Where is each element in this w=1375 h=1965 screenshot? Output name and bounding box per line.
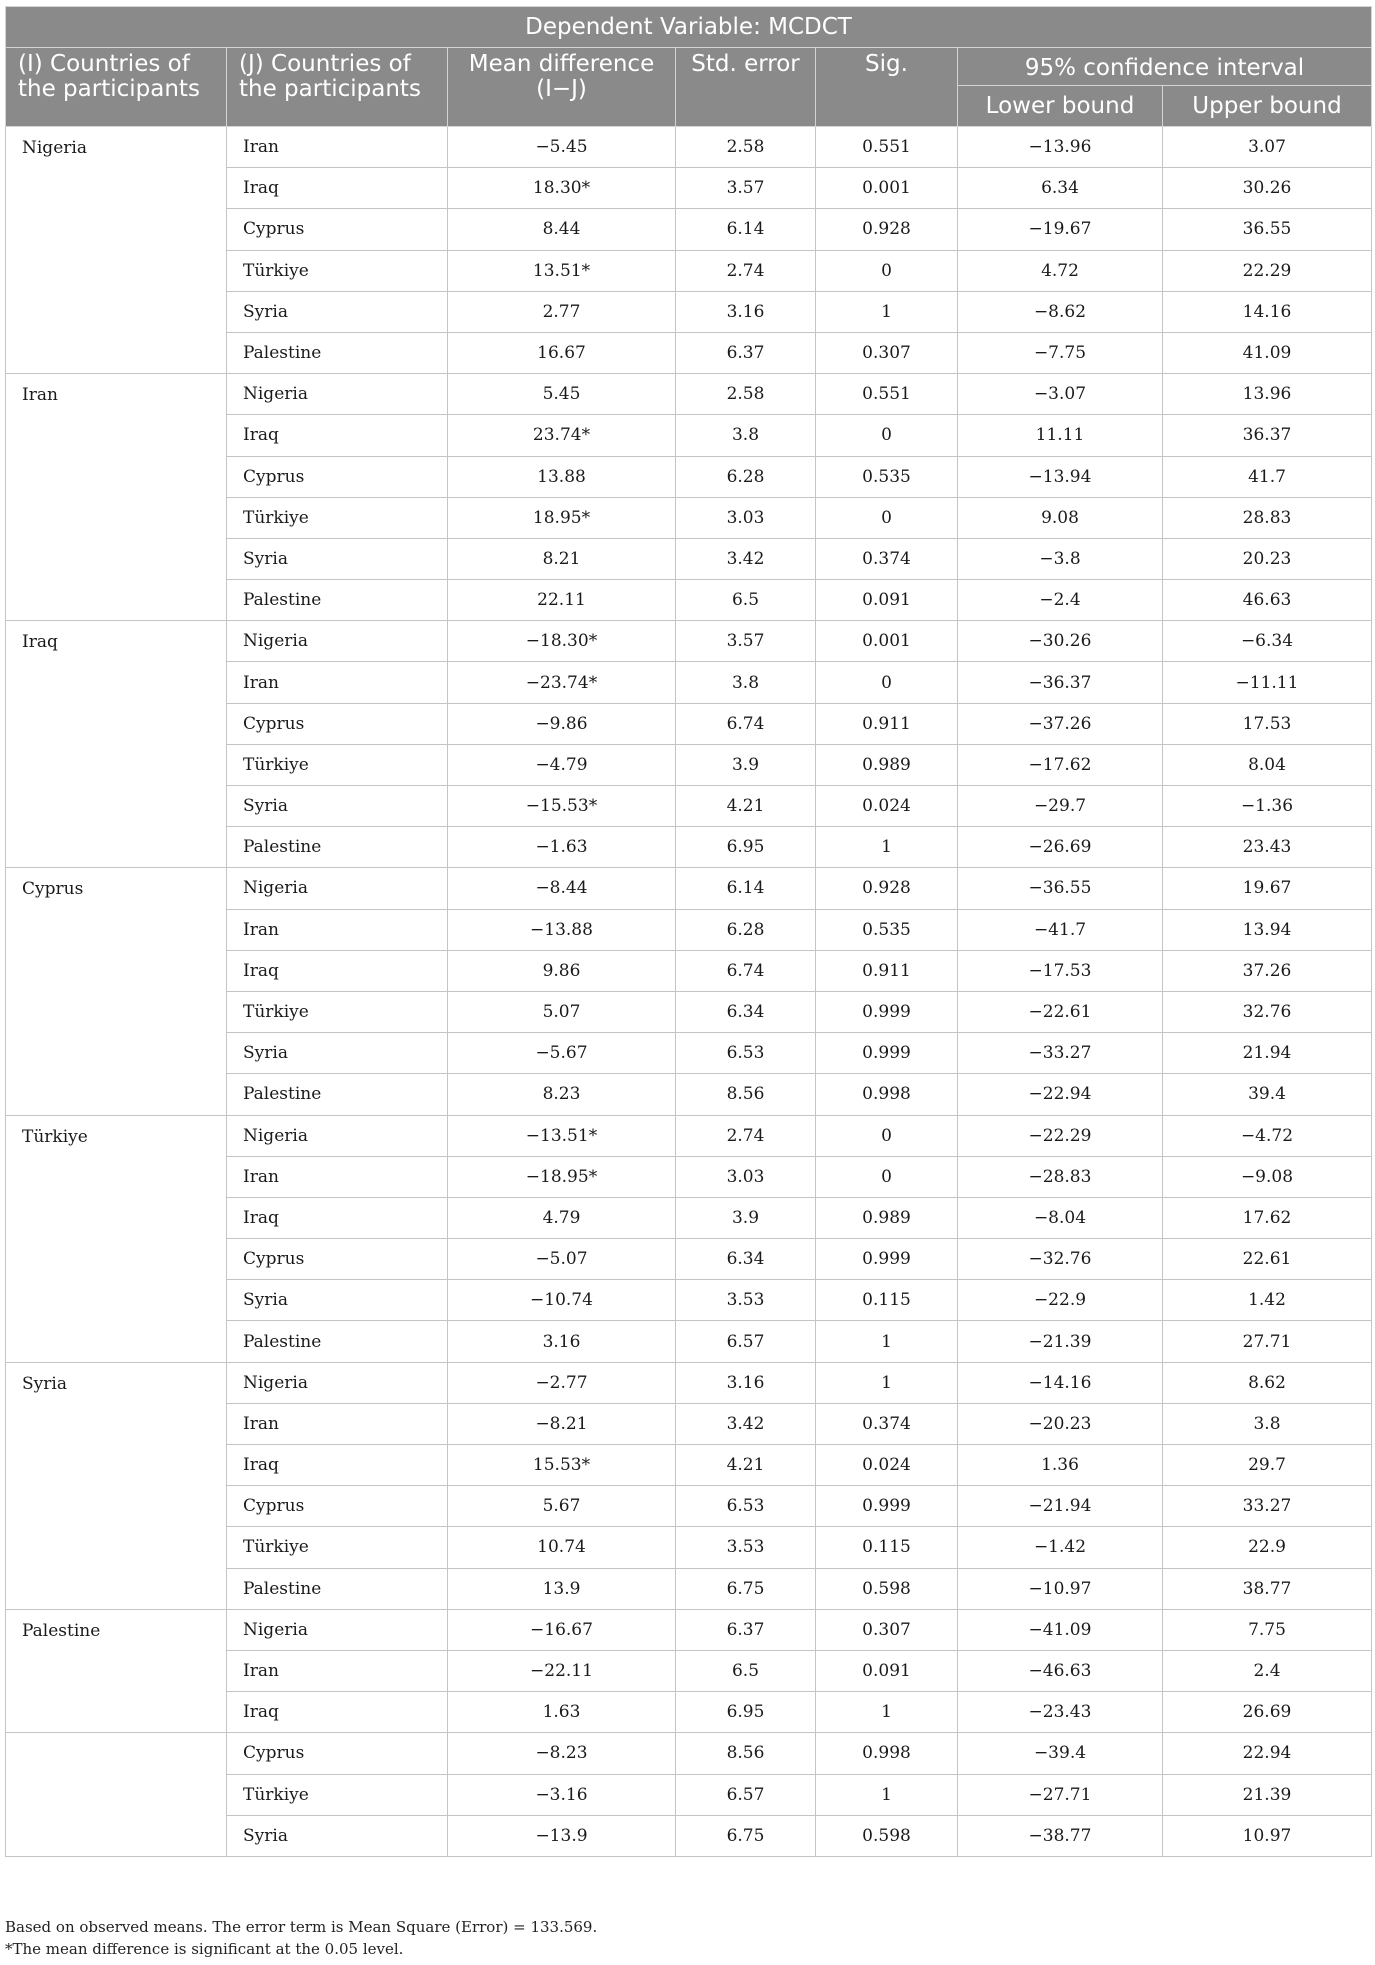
cell-std-error: 6.34 bbox=[676, 991, 816, 1032]
table-row bbox=[6, 1609, 1372, 1650]
cell-lower-bound: −41.09 bbox=[958, 1609, 1163, 1650]
cell-sig: 0.999 bbox=[816, 1486, 958, 1527]
cell-sig: 0.989 bbox=[816, 744, 958, 785]
cell-j-country: Palestine bbox=[227, 1074, 448, 1115]
cell-upper-bound: 8.62 bbox=[1163, 1362, 1372, 1403]
cell-mean-difference: −10.74 bbox=[448, 1280, 676, 1321]
cell-sig: 0.535 bbox=[816, 909, 958, 950]
cell-upper-bound: 39.4 bbox=[1163, 1074, 1372, 1115]
cell-upper-bound: 19.67 bbox=[1163, 868, 1372, 909]
cell-j-country: Palestine bbox=[227, 580, 448, 621]
cell-mean-difference: 10.74 bbox=[448, 1527, 676, 1568]
cell-i-country bbox=[6, 1733, 227, 1857]
cell-j-country: Syria bbox=[227, 291, 448, 332]
cell-lower-bound: −22.9 bbox=[958, 1280, 1163, 1321]
cell-sig: 0.911 bbox=[816, 950, 958, 991]
cell-sig: 0.001 bbox=[816, 168, 958, 209]
cell-upper-bound: 32.76 bbox=[1163, 991, 1372, 1032]
cell-mean-difference: −23.74* bbox=[448, 662, 676, 703]
cell-upper-bound: 27.71 bbox=[1163, 1321, 1372, 1362]
header-j-country: (J) Countries of the participants bbox=[227, 48, 448, 127]
cell-upper-bound: 7.75 bbox=[1163, 1609, 1372, 1650]
table-row bbox=[6, 868, 1372, 909]
cell-mean-difference: −13.88 bbox=[448, 909, 676, 950]
cell-sig: 0.307 bbox=[816, 332, 958, 373]
cell-upper-bound: 13.96 bbox=[1163, 374, 1372, 415]
cell-sig: 0.928 bbox=[816, 868, 958, 909]
cell-mean-difference: 23.74* bbox=[448, 415, 676, 456]
cell-std-error: 6.75 bbox=[676, 1815, 816, 1856]
cell-mean-difference: −9.86 bbox=[448, 703, 676, 744]
cell-std-error: 2.74 bbox=[676, 250, 816, 291]
cell-upper-bound: 10.97 bbox=[1163, 1815, 1372, 1856]
cell-j-country: Iraq bbox=[227, 415, 448, 456]
cell-std-error: 2.74 bbox=[676, 1115, 816, 1156]
cell-lower-bound: −22.29 bbox=[958, 1115, 1163, 1156]
cell-lower-bound: 6.34 bbox=[958, 168, 1163, 209]
cell-std-error: 2.58 bbox=[676, 127, 816, 168]
cell-i-country: Nigeria bbox=[6, 127, 227, 374]
cell-sig: 0 bbox=[816, 415, 958, 456]
cell-lower-bound: −22.61 bbox=[958, 991, 1163, 1032]
cell-upper-bound: 17.62 bbox=[1163, 1197, 1372, 1238]
cell-std-error: 3.57 bbox=[676, 621, 816, 662]
cell-std-error: 4.21 bbox=[676, 786, 816, 827]
cell-upper-bound: 17.53 bbox=[1163, 703, 1372, 744]
cell-j-country: Cyprus bbox=[227, 209, 448, 250]
cell-lower-bound: −7.75 bbox=[958, 332, 1163, 373]
cell-lower-bound: −2.4 bbox=[958, 580, 1163, 621]
note-significance: *The mean difference is significant at the 0.05 level. bbox=[5, 1940, 404, 1958]
cell-sig: 0.999 bbox=[816, 1239, 958, 1280]
cell-lower-bound: −46.63 bbox=[958, 1650, 1163, 1691]
cell-j-country: Syria bbox=[227, 1280, 448, 1321]
cell-lower-bound: −33.27 bbox=[958, 1033, 1163, 1074]
table-row bbox=[6, 127, 1372, 168]
cell-std-error: 6.14 bbox=[676, 868, 816, 909]
cell-sig: 0.115 bbox=[816, 1527, 958, 1568]
cell-std-error: 6.53 bbox=[676, 1033, 816, 1074]
cell-upper-bound: 3.07 bbox=[1163, 127, 1372, 168]
cell-sig: 0.091 bbox=[816, 1650, 958, 1691]
cell-upper-bound: 13.94 bbox=[1163, 909, 1372, 950]
cell-i-country: Palestine bbox=[6, 1609, 227, 1733]
cell-mean-difference: 5.67 bbox=[448, 1486, 676, 1527]
cell-lower-bound: −17.62 bbox=[958, 744, 1163, 785]
cell-std-error: 2.58 bbox=[676, 374, 816, 415]
cell-upper-bound: −9.08 bbox=[1163, 1156, 1372, 1197]
cell-lower-bound: 4.72 bbox=[958, 250, 1163, 291]
cell-lower-bound: −37.26 bbox=[958, 703, 1163, 744]
cell-i-country: Iraq bbox=[6, 621, 227, 868]
cell-lower-bound: −3.07 bbox=[958, 374, 1163, 415]
cell-j-country: Cyprus bbox=[227, 1733, 448, 1774]
cell-sig: 0.551 bbox=[816, 374, 958, 415]
cell-lower-bound: −20.23 bbox=[958, 1403, 1163, 1444]
cell-mean-difference: 13.9 bbox=[448, 1568, 676, 1609]
header-lower-bound: Lower bound bbox=[958, 86, 1163, 127]
cell-upper-bound: 20.23 bbox=[1163, 538, 1372, 579]
cell-j-country: Nigeria bbox=[227, 1609, 448, 1650]
cell-sig: 1 bbox=[816, 1774, 958, 1815]
cell-lower-bound: 1.36 bbox=[958, 1445, 1163, 1486]
cell-sig: 0.598 bbox=[816, 1815, 958, 1856]
cell-lower-bound: −17.53 bbox=[958, 950, 1163, 991]
cell-j-country: Palestine bbox=[227, 827, 448, 868]
cell-lower-bound: −27.71 bbox=[958, 1774, 1163, 1815]
table-row bbox=[6, 1733, 1372, 1774]
header-upper-bound: Upper bound bbox=[1163, 86, 1372, 127]
cell-upper-bound: 1.42 bbox=[1163, 1280, 1372, 1321]
cell-sig: 1 bbox=[816, 291, 958, 332]
cell-sig: 0.115 bbox=[816, 1280, 958, 1321]
cell-std-error: 3.03 bbox=[676, 1156, 816, 1197]
cell-std-error: 6.57 bbox=[676, 1321, 816, 1362]
cell-mean-difference: −3.16 bbox=[448, 1774, 676, 1815]
cell-j-country: Syria bbox=[227, 1815, 448, 1856]
cell-mean-difference: −13.9 bbox=[448, 1815, 676, 1856]
cell-mean-difference: 15.53* bbox=[448, 1445, 676, 1486]
cell-upper-bound: 26.69 bbox=[1163, 1692, 1372, 1733]
cell-std-error: 3.42 bbox=[676, 538, 816, 579]
cell-sig: 0.374 bbox=[816, 1403, 958, 1444]
cell-i-country: Türkiye bbox=[6, 1115, 227, 1362]
cell-mean-difference: −2.77 bbox=[448, 1362, 676, 1403]
cell-upper-bound: 36.55 bbox=[1163, 209, 1372, 250]
cell-sig: 0.307 bbox=[816, 1609, 958, 1650]
cell-mean-difference: 3.16 bbox=[448, 1321, 676, 1362]
cell-lower-bound: −39.4 bbox=[958, 1733, 1163, 1774]
cell-mean-difference: 9.86 bbox=[448, 950, 676, 991]
cell-sig: 0 bbox=[816, 497, 958, 538]
cell-j-country: Nigeria bbox=[227, 621, 448, 662]
cell-sig: 0.998 bbox=[816, 1733, 958, 1774]
cell-lower-bound: −10.97 bbox=[958, 1568, 1163, 1609]
cell-std-error: 3.42 bbox=[676, 1403, 816, 1444]
cell-upper-bound: 28.83 bbox=[1163, 497, 1372, 538]
cell-mean-difference: 8.44 bbox=[448, 209, 676, 250]
cell-sig: 0.999 bbox=[816, 991, 958, 1032]
cell-lower-bound: −32.76 bbox=[958, 1239, 1163, 1280]
cell-j-country: Iraq bbox=[227, 168, 448, 209]
cell-std-error: 6.5 bbox=[676, 580, 816, 621]
cell-mean-difference: −8.23 bbox=[448, 1733, 676, 1774]
cell-upper-bound: −6.34 bbox=[1163, 621, 1372, 662]
cell-lower-bound: −8.04 bbox=[958, 1197, 1163, 1238]
cell-lower-bound: −26.69 bbox=[958, 827, 1163, 868]
cell-lower-bound: −13.96 bbox=[958, 127, 1163, 168]
cell-std-error: 6.95 bbox=[676, 1692, 816, 1733]
cell-std-error: 3.53 bbox=[676, 1280, 816, 1321]
cell-j-country: Syria bbox=[227, 538, 448, 579]
cell-sig: 0 bbox=[816, 250, 958, 291]
cell-j-country: Palestine bbox=[227, 1568, 448, 1609]
table-notes bbox=[5, 1916, 597, 1960]
header-confidence-interval: 95% confidence interval bbox=[958, 48, 1372, 86]
cell-j-country: Türkiye bbox=[227, 1527, 448, 1568]
cell-mean-difference: 18.30* bbox=[448, 168, 676, 209]
cell-j-country: Türkiye bbox=[227, 497, 448, 538]
cell-sig: 1 bbox=[816, 827, 958, 868]
header-mean-difference bbox=[448, 48, 676, 127]
cell-std-error: 6.74 bbox=[676, 950, 816, 991]
cell-mean-difference: −8.44 bbox=[448, 868, 676, 909]
cell-lower-bound: −8.62 bbox=[958, 291, 1163, 332]
cell-std-error: 3.57 bbox=[676, 168, 816, 209]
cell-sig: 0.535 bbox=[816, 456, 958, 497]
cell-mean-difference: −4.79 bbox=[448, 744, 676, 785]
cell-mean-difference: −18.95* bbox=[448, 1156, 676, 1197]
cell-sig: 0.091 bbox=[816, 580, 958, 621]
cell-upper-bound: 29.7 bbox=[1163, 1445, 1372, 1486]
cell-lower-bound: −3.8 bbox=[958, 538, 1163, 579]
cell-lower-bound: −30.26 bbox=[958, 621, 1163, 662]
cell-sig: 0.928 bbox=[816, 209, 958, 250]
cell-std-error: 6.95 bbox=[676, 827, 816, 868]
cell-sig: 1 bbox=[816, 1362, 958, 1403]
cell-sig: 0.911 bbox=[816, 703, 958, 744]
cell-j-country: Türkiye bbox=[227, 991, 448, 1032]
cell-j-country: Syria bbox=[227, 786, 448, 827]
cell-std-error: 3.16 bbox=[676, 291, 816, 332]
cell-j-country: Türkiye bbox=[227, 744, 448, 785]
cell-std-error: 6.28 bbox=[676, 456, 816, 497]
cell-std-error: 3.9 bbox=[676, 1197, 816, 1238]
cell-sig: 0.001 bbox=[816, 621, 958, 662]
header-mean-difference-line1: Mean difference bbox=[468, 51, 655, 77]
cell-j-country: Iran bbox=[227, 909, 448, 950]
cell-mean-difference: 4.79 bbox=[448, 1197, 676, 1238]
cell-std-error: 8.56 bbox=[676, 1074, 816, 1115]
cell-sig: 1 bbox=[816, 1692, 958, 1733]
cell-mean-difference: 1.63 bbox=[448, 1692, 676, 1733]
cell-lower-bound: −36.55 bbox=[958, 868, 1163, 909]
cell-j-country: Iraq bbox=[227, 1445, 448, 1486]
table-row bbox=[6, 1115, 1372, 1156]
cell-std-error: 6.74 bbox=[676, 703, 816, 744]
cell-j-country: Nigeria bbox=[227, 1115, 448, 1156]
cell-j-country: Palestine bbox=[227, 332, 448, 373]
cell-std-error: 6.57 bbox=[676, 1774, 816, 1815]
cell-lower-bound: 11.11 bbox=[958, 415, 1163, 456]
cell-mean-difference: −5.67 bbox=[448, 1033, 676, 1074]
cell-sig: 0 bbox=[816, 1115, 958, 1156]
cell-upper-bound: 41.7 bbox=[1163, 456, 1372, 497]
cell-j-country: Nigeria bbox=[227, 374, 448, 415]
cell-lower-bound: 9.08 bbox=[958, 497, 1163, 538]
cell-mean-difference: −1.63 bbox=[448, 827, 676, 868]
header-sig: Sig. bbox=[816, 48, 958, 127]
cell-mean-difference: 13.51* bbox=[448, 250, 676, 291]
cell-mean-difference: −5.45 bbox=[448, 127, 676, 168]
cell-j-country: Türkiye bbox=[227, 1774, 448, 1815]
cell-upper-bound: −4.72 bbox=[1163, 1115, 1372, 1156]
cell-j-country: Cyprus bbox=[227, 456, 448, 497]
cell-upper-bound: 46.63 bbox=[1163, 580, 1372, 621]
cell-sig: 0.989 bbox=[816, 1197, 958, 1238]
table-container bbox=[5, 6, 1371, 1857]
cell-upper-bound: −11.11 bbox=[1163, 662, 1372, 703]
cell-sig: 0 bbox=[816, 1156, 958, 1197]
header-std-error: Std. error bbox=[676, 48, 816, 127]
cell-std-error: 6.75 bbox=[676, 1568, 816, 1609]
cell-sig: 0.998 bbox=[816, 1074, 958, 1115]
cell-upper-bound: 30.26 bbox=[1163, 168, 1372, 209]
cell-lower-bound: −21.39 bbox=[958, 1321, 1163, 1362]
cell-j-country: Iraq bbox=[227, 1692, 448, 1733]
cell-std-error: 3.8 bbox=[676, 662, 816, 703]
cell-j-country: Cyprus bbox=[227, 1239, 448, 1280]
cell-upper-bound: 36.37 bbox=[1163, 415, 1372, 456]
cell-mean-difference: −5.07 bbox=[448, 1239, 676, 1280]
cell-i-country: Iran bbox=[6, 374, 227, 621]
cell-j-country: Iran bbox=[227, 1403, 448, 1444]
cell-std-error: 3.8 bbox=[676, 415, 816, 456]
cell-i-country: Cyprus bbox=[6, 868, 227, 1115]
cell-lower-bound: −41.7 bbox=[958, 909, 1163, 950]
cell-mean-difference: 8.21 bbox=[448, 538, 676, 579]
cell-sig: 0.024 bbox=[816, 786, 958, 827]
cell-j-country: Palestine bbox=[227, 1321, 448, 1362]
cell-upper-bound: −1.36 bbox=[1163, 786, 1372, 827]
cell-upper-bound: 8.04 bbox=[1163, 744, 1372, 785]
cell-std-error: 8.56 bbox=[676, 1733, 816, 1774]
cell-sig: 0.374 bbox=[816, 538, 958, 579]
cell-upper-bound: 21.94 bbox=[1163, 1033, 1372, 1074]
cell-upper-bound: 23.43 bbox=[1163, 827, 1372, 868]
table-row bbox=[6, 374, 1372, 415]
table-body bbox=[6, 127, 1372, 1857]
cell-mean-difference: 16.67 bbox=[448, 332, 676, 373]
dependent-variable-title: Dependent Variable: MCDCT bbox=[6, 7, 1372, 48]
cell-std-error: 6.37 bbox=[676, 332, 816, 373]
cell-upper-bound: 33.27 bbox=[1163, 1486, 1372, 1527]
table-row bbox=[6, 621, 1372, 662]
cell-mean-difference: −8.21 bbox=[448, 1403, 676, 1444]
cell-lower-bound: −29.7 bbox=[958, 786, 1163, 827]
cell-mean-difference: −15.53* bbox=[448, 786, 676, 827]
cell-lower-bound: −19.67 bbox=[958, 209, 1163, 250]
cell-mean-difference: 8.23 bbox=[448, 1074, 676, 1115]
cell-j-country: Iraq bbox=[227, 1197, 448, 1238]
table-header bbox=[6, 7, 1372, 127]
cell-sig: 0.024 bbox=[816, 1445, 958, 1486]
note-error-term: Based on observed means. The error term is Mean Square (Error) = 133.569. bbox=[5, 1918, 598, 1936]
cell-j-country: Nigeria bbox=[227, 1362, 448, 1403]
cell-std-error: 6.14 bbox=[676, 209, 816, 250]
cell-j-country: Cyprus bbox=[227, 703, 448, 744]
cell-upper-bound: 37.26 bbox=[1163, 950, 1372, 991]
cell-j-country: Iran bbox=[227, 662, 448, 703]
cell-std-error: 6.37 bbox=[676, 1609, 816, 1650]
cell-mean-difference: −16.67 bbox=[448, 1609, 676, 1650]
cell-upper-bound: 22.9 bbox=[1163, 1527, 1372, 1568]
cell-std-error: 3.9 bbox=[676, 744, 816, 785]
cell-upper-bound: 14.16 bbox=[1163, 291, 1372, 332]
cell-lower-bound: −36.37 bbox=[958, 662, 1163, 703]
cell-upper-bound: 2.4 bbox=[1163, 1650, 1372, 1691]
cell-mean-difference: 2.77 bbox=[448, 291, 676, 332]
cell-j-country: Cyprus bbox=[227, 1486, 448, 1527]
cell-mean-difference: 5.07 bbox=[448, 991, 676, 1032]
header-mean-difference-line2: (I−J) bbox=[536, 76, 587, 102]
cell-lower-bound: −1.42 bbox=[958, 1527, 1163, 1568]
cell-std-error: 3.03 bbox=[676, 497, 816, 538]
cell-sig: 0 bbox=[816, 662, 958, 703]
cell-std-error: 3.16 bbox=[676, 1362, 816, 1403]
cell-upper-bound: 22.61 bbox=[1163, 1239, 1372, 1280]
cell-mean-difference: −13.51* bbox=[448, 1115, 676, 1156]
cell-lower-bound: −14.16 bbox=[958, 1362, 1163, 1403]
cell-sig: 0.999 bbox=[816, 1033, 958, 1074]
cell-i-country: Syria bbox=[6, 1362, 227, 1609]
cell-j-country: Iran bbox=[227, 1650, 448, 1691]
cell-upper-bound: 22.94 bbox=[1163, 1733, 1372, 1774]
cell-upper-bound: 21.39 bbox=[1163, 1774, 1372, 1815]
cell-std-error: 3.53 bbox=[676, 1527, 816, 1568]
cell-sig: 0.551 bbox=[816, 127, 958, 168]
cell-j-country: Iraq bbox=[227, 950, 448, 991]
cell-sig: 0.598 bbox=[816, 1568, 958, 1609]
cell-upper-bound: 38.77 bbox=[1163, 1568, 1372, 1609]
cell-lower-bound: −23.43 bbox=[958, 1692, 1163, 1733]
cell-std-error: 6.34 bbox=[676, 1239, 816, 1280]
cell-std-error: 4.21 bbox=[676, 1445, 816, 1486]
cell-lower-bound: −28.83 bbox=[958, 1156, 1163, 1197]
cell-lower-bound: −21.94 bbox=[958, 1486, 1163, 1527]
cell-std-error: 6.5 bbox=[676, 1650, 816, 1691]
cell-sig: 1 bbox=[816, 1321, 958, 1362]
cell-lower-bound: −13.94 bbox=[958, 456, 1163, 497]
cell-mean-difference: 13.88 bbox=[448, 456, 676, 497]
cell-mean-difference: −18.30* bbox=[448, 621, 676, 662]
cell-upper-bound: 3.8 bbox=[1163, 1403, 1372, 1444]
cell-upper-bound: 22.29 bbox=[1163, 250, 1372, 291]
cell-upper-bound: 41.09 bbox=[1163, 332, 1372, 373]
cell-j-country: Iran bbox=[227, 127, 448, 168]
cell-std-error: 6.28 bbox=[676, 909, 816, 950]
cell-j-country: Syria bbox=[227, 1033, 448, 1074]
cell-mean-difference: 22.11 bbox=[448, 580, 676, 621]
cell-lower-bound: −22.94 bbox=[958, 1074, 1163, 1115]
header-i-country: (I) Countries of the participants bbox=[6, 48, 227, 127]
cell-mean-difference: 5.45 bbox=[448, 374, 676, 415]
posthoc-table bbox=[5, 6, 1372, 1857]
cell-j-country: Türkiye bbox=[227, 250, 448, 291]
table-row bbox=[6, 1362, 1372, 1403]
cell-j-country: Nigeria bbox=[227, 868, 448, 909]
cell-mean-difference: −22.11 bbox=[448, 1650, 676, 1691]
cell-mean-difference: 18.95* bbox=[448, 497, 676, 538]
cell-j-country: Iran bbox=[227, 1156, 448, 1197]
cell-lower-bound: −38.77 bbox=[958, 1815, 1163, 1856]
cell-std-error: 6.53 bbox=[676, 1486, 816, 1527]
